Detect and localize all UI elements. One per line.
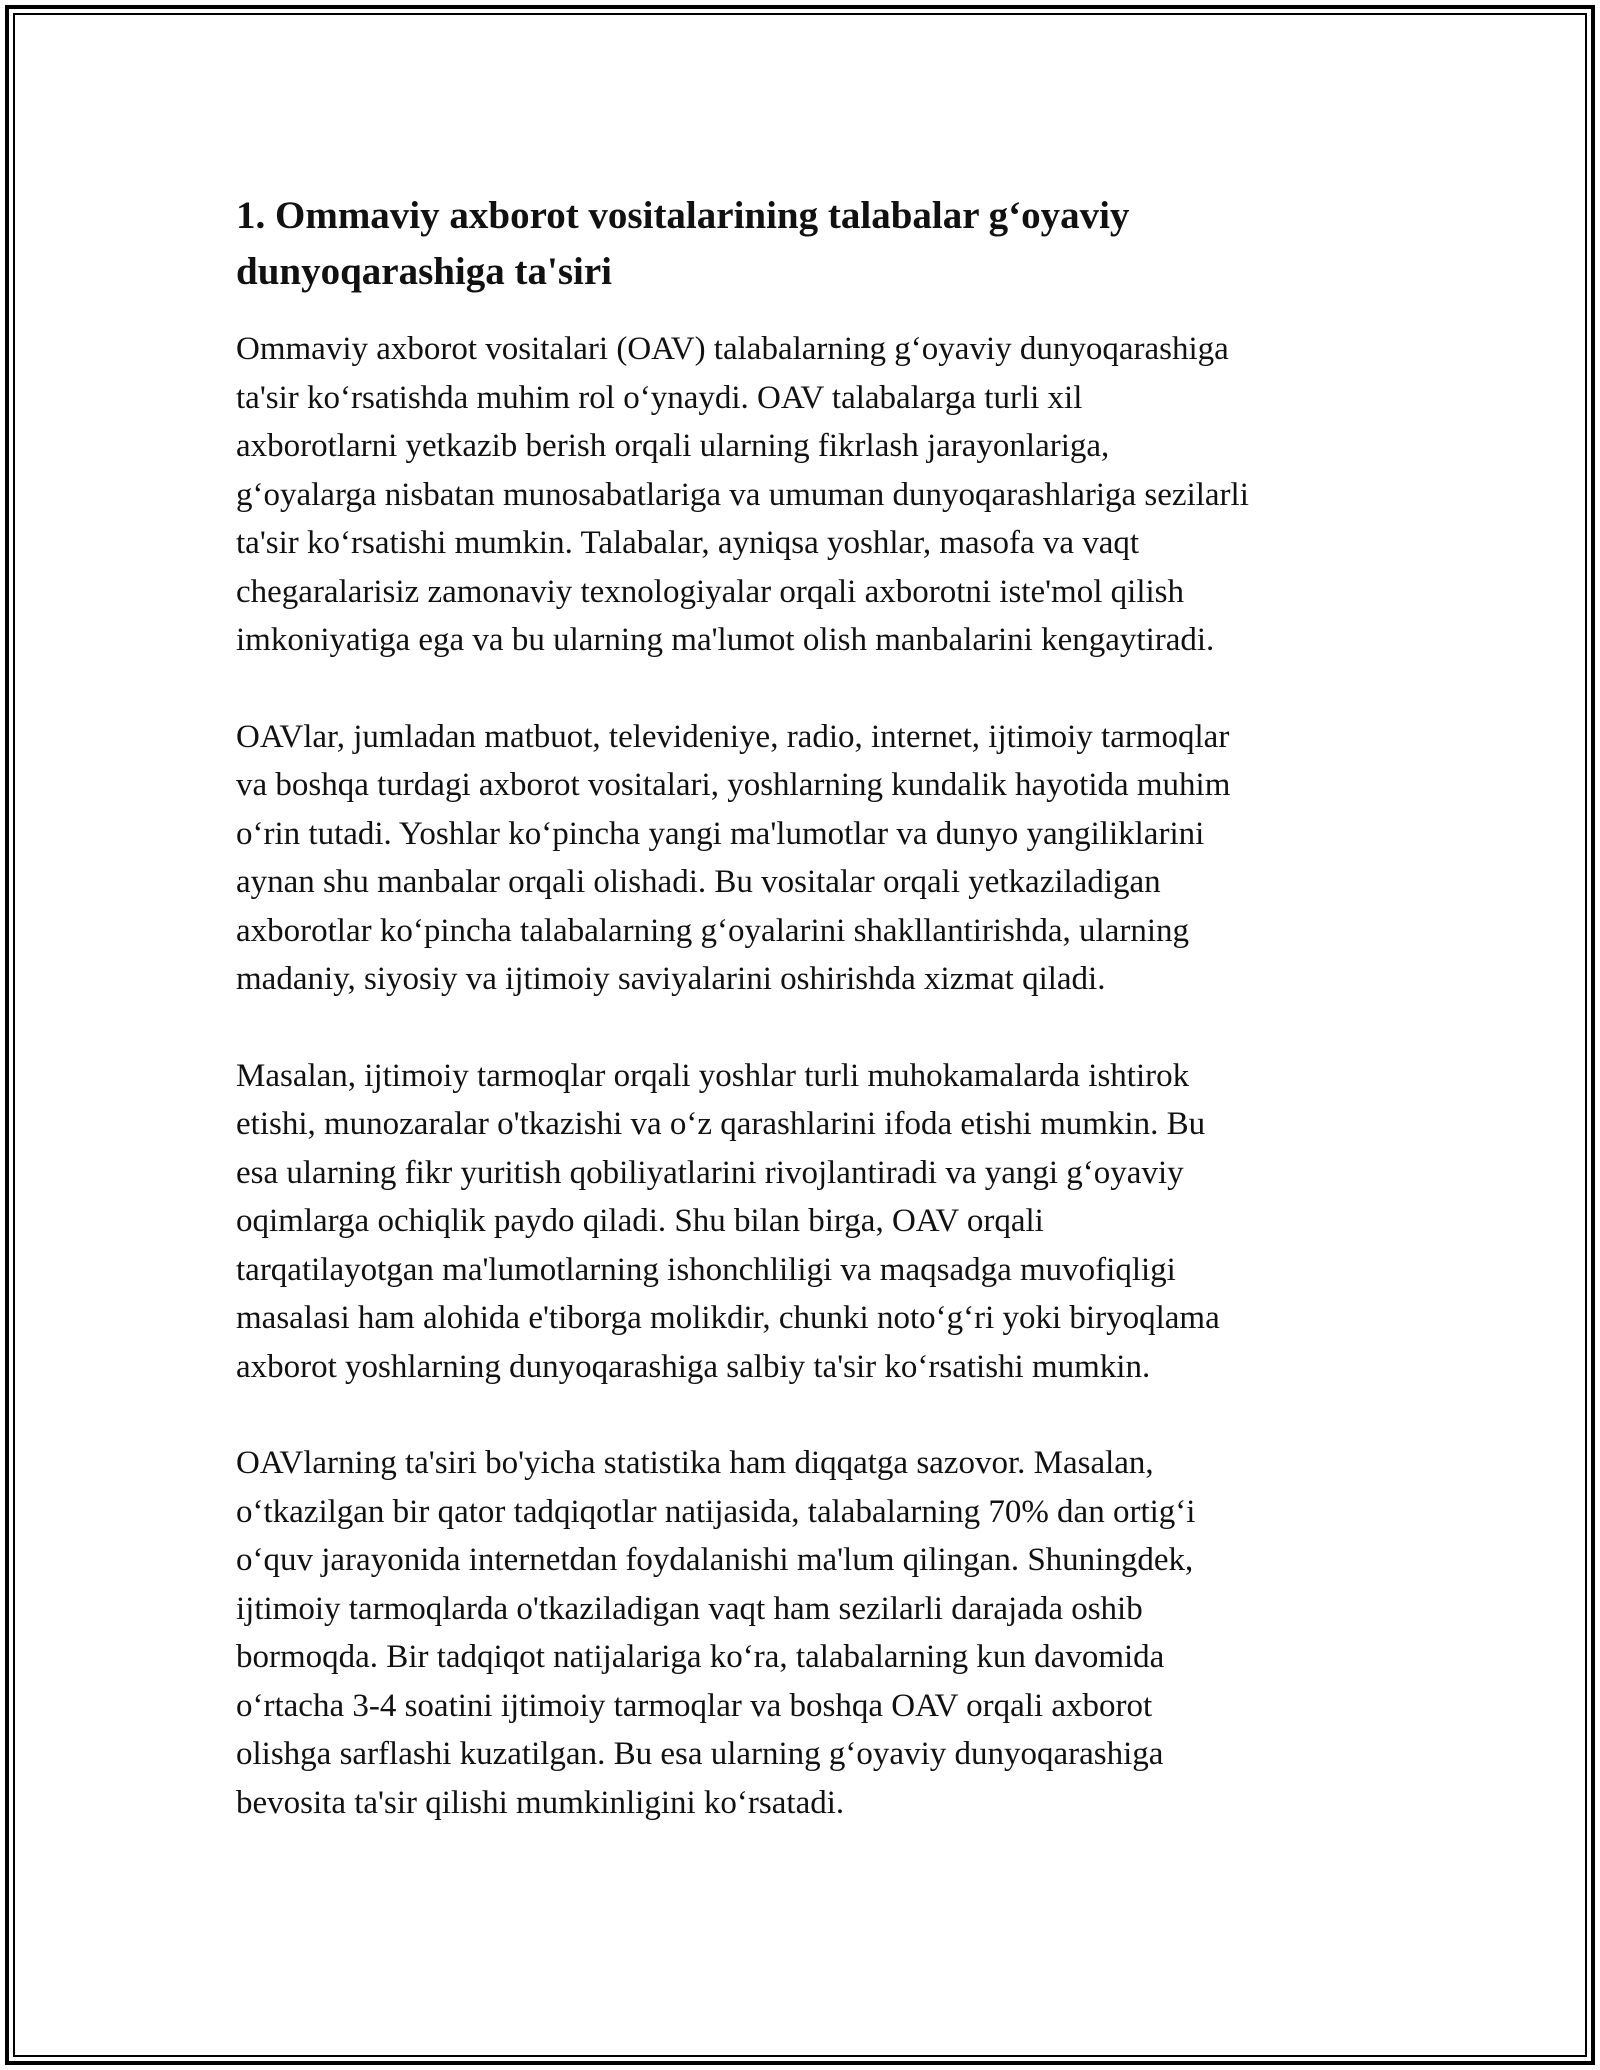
text-line: bevosita ta'sir qilishi mumkinligini ko‘rsatadi. bbox=[236, 1784, 845, 1821]
text-line: axborotlar ko‘pincha talabalarning g‘oyalarini shakllantirishda, ularning bbox=[236, 912, 1190, 949]
text-line: bormoqda. Bir tadqiqot natijalariga ko‘ra, talabalarning kun davomida bbox=[236, 1639, 1165, 1675]
paragraph-2 bbox=[236, 713, 1376, 1004]
text-line: o‘tkazilgan bir qator tadqiqotlar natijasida, talabalarning 70% dan ortig‘i bbox=[236, 1493, 1196, 1530]
paragraph-3 bbox=[236, 1052, 1376, 1392]
text-line: Ommaviy axborot vositalari (OAV) talabalarning g‘oyaviy dunyoqarashiga bbox=[236, 331, 1229, 367]
text-line: axborot yoshlarning dunyoqarashiga salbiy ta'sir ko‘rsatishi mumkin. bbox=[236, 1348, 1151, 1385]
text-line: ijtimoiy tarmoqlarda o'tkaziladigan vaqt ham sezilarli darajada oshib bbox=[236, 1590, 1143, 1627]
section-heading bbox=[236, 188, 1376, 300]
paragraph-1 bbox=[236, 325, 1376, 665]
text-line: va boshqa turdagi axborot vositalari, yoshlarning kundalik hayotida muhim bbox=[236, 767, 1231, 803]
text-line: esa ularning fikr yuritish qobiliyatlarini rivojlantiradi va yangi g‘oyaviy bbox=[236, 1154, 1184, 1191]
text-line: olishga sarflashi kuzatilgan. Bu esa ularning g‘oyaviy dunyoqarashiga bbox=[236, 1736, 1164, 1772]
text-line: aynan shu manbalar orqali olishadi. Bu vositalar orqali yetkaziladigan bbox=[236, 864, 1161, 900]
text-line: o‘rtacha 3-4 soatini ijtimoiy tarmoqlar va boshqa OAV orqali axborot bbox=[236, 1687, 1153, 1724]
text-line: axborotlarni yetkazib berish orqali ularning fikrlash jarayonlariga, bbox=[236, 428, 1110, 464]
text-line: o‘quv jarayonida internetdan foydalanishi ma'lum qilingan. Shuningdek, bbox=[236, 1542, 1194, 1578]
text-line: OAVlarning ta'siri bo'yicha statistika ham diqqatga sazovor. Masalan, bbox=[236, 1445, 1154, 1481]
text-line: o‘rin tutadi. Yoshlar ko‘pincha yangi ma'lumotlar va dunyo yangiliklarini bbox=[236, 815, 1205, 852]
text-line: oqimlarga ochiqlik paydo qiladi. Shu bilan birga, OAV orqali bbox=[236, 1203, 1044, 1239]
text-line: imkoniyatiga ega va bu ularning ma'lumot olish manbalarini kengaytiradi. bbox=[236, 622, 1215, 658]
text-line: ta'sir ko‘rsatishi mumkin. Talabalar, ayniqsa yoshlar, masofa va vaqt bbox=[236, 525, 1140, 561]
heading-line: dunyoqarashiga ta'siri bbox=[236, 250, 613, 293]
text-line: chegaralarisiz zamonaviy texnologiyalar orqali axborotni iste'mol qilish bbox=[236, 573, 1184, 610]
text-line: g‘oyalarga nisbatan munosabatlariga va umuman dunyoqarashlariga sezilarli bbox=[236, 476, 1249, 513]
text-line: ta'sir ko‘rsatishda muhim rol o‘ynaydi. OAV talabalarga turli xil bbox=[236, 379, 1083, 416]
text-line: etishi, munozaralar o'tkazishi va o‘z qarashlarini ifoda etishi mumkin. Bu bbox=[236, 1106, 1206, 1142]
text-line: OAVlar, jumladan matbuot, televideniye, radio, internet, ijtimoiy tarmoqlar bbox=[236, 718, 1230, 755]
heading-line: 1. Ommaviy axborot vositalarining talabalar g‘oyaviy bbox=[236, 194, 1130, 237]
text-line: Masalan, ijtimoiy tarmoqlar orqali yoshlar turli muhokamalarda ishtirok bbox=[236, 1057, 1190, 1094]
page-content bbox=[236, 188, 1376, 1875]
text-line: madaniy, siyosiy va ijtimoiy saviyalarini oshirishda xizmat qiladi. bbox=[236, 961, 1106, 997]
text-line: tarqatilayotgan ma'lumotlarning ishonchliligi va maqsadga muvofiqligi bbox=[236, 1251, 1176, 1288]
paragraph-4 bbox=[236, 1439, 1376, 1827]
text-line: masalasi ham alohida e'tiborga molikdir, chunki noto‘g‘ri yoki biryoqlama bbox=[236, 1300, 1220, 1336]
